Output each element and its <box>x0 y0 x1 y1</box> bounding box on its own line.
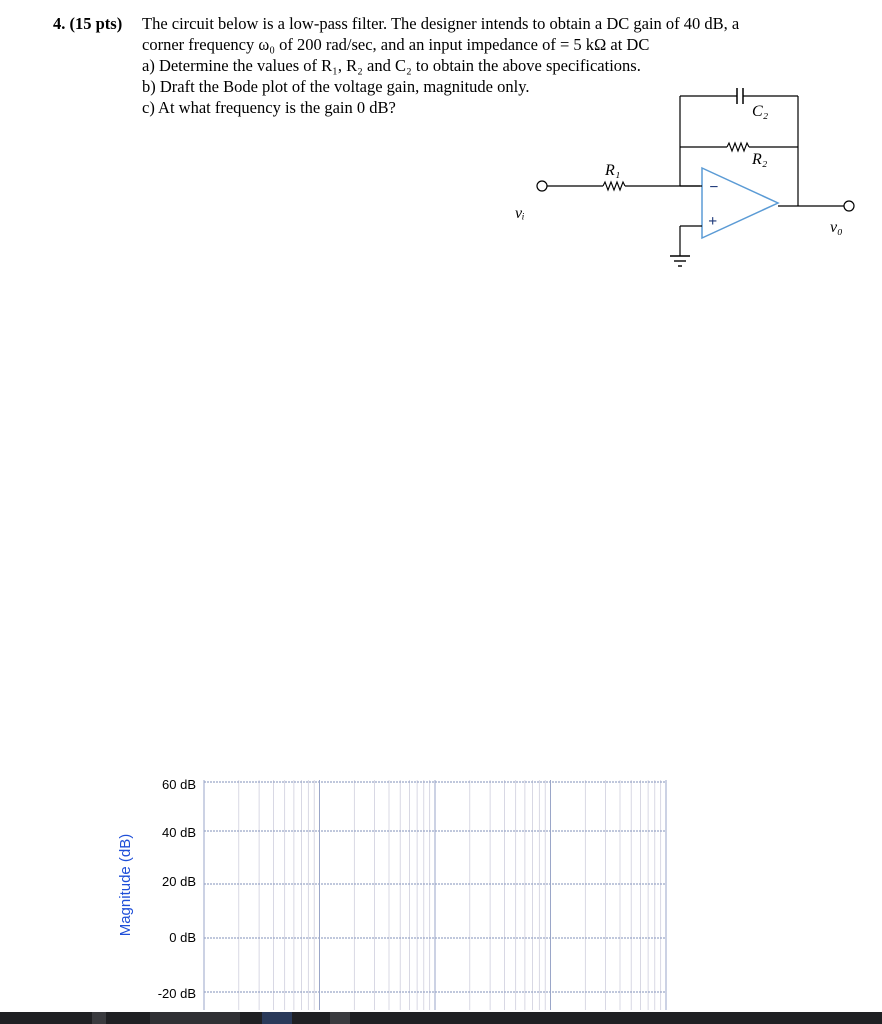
plus-sign: + <box>708 213 718 230</box>
y-tick-20: 20 dB <box>162 874 196 889</box>
taskbar-item[interactable] <box>262 1012 292 1024</box>
minus-sign: − <box>709 179 719 196</box>
part-b: b) Draft the Bode plot of the voltage gain, magnitude only. <box>142 77 530 96</box>
r1-resistor <box>603 182 625 190</box>
y-axis-label: Magnitude (dB) <box>117 833 134 937</box>
output-terminal <box>844 201 854 211</box>
taskbar <box>0 1012 882 1024</box>
r2-resistor <box>727 143 749 151</box>
grid <box>204 780 666 1010</box>
c2-label: C₂ <box>752 103 769 120</box>
r2-label: R₂ <box>752 151 768 168</box>
r1-label: R₁ <box>605 162 621 179</box>
y-tick-40: 40 dB <box>162 825 196 840</box>
circuit-diagram <box>500 80 870 280</box>
input-terminal <box>537 181 547 191</box>
y-tick-minus20: -20 dB <box>157 986 196 1001</box>
y-tick-0: 0 dB <box>169 930 196 945</box>
vi-label: vᵢ <box>515 205 525 222</box>
taskbar-item[interactable] <box>92 1012 106 1024</box>
taskbar-item[interactable] <box>330 1012 350 1024</box>
y-tick-60: 60 dB <box>162 777 196 792</box>
bode-plot-grid <box>100 760 680 1012</box>
part-a: a) Determine the values of R₁, R₂ and C₂ to obtain the above specifications. <box>142 56 641 75</box>
problem-number: 4. (15 pts) <box>53 14 123 33</box>
taskbar-item[interactable] <box>150 1012 240 1024</box>
problem-line-2: corner frequency ω₀ of 200 rad/sec, and an input impedance of = 5 kΩ at DC <box>142 35 650 54</box>
problem-intro: The circuit below is a low-pass filter. The designer intends to obtain a DC gain of 40 dB, a <box>142 14 740 33</box>
vo-label: v₀ <box>830 219 843 236</box>
part-c: c) At what frequency is the gain 0 dB? <box>142 98 396 117</box>
y-tick-labels <box>158 777 196 1001</box>
